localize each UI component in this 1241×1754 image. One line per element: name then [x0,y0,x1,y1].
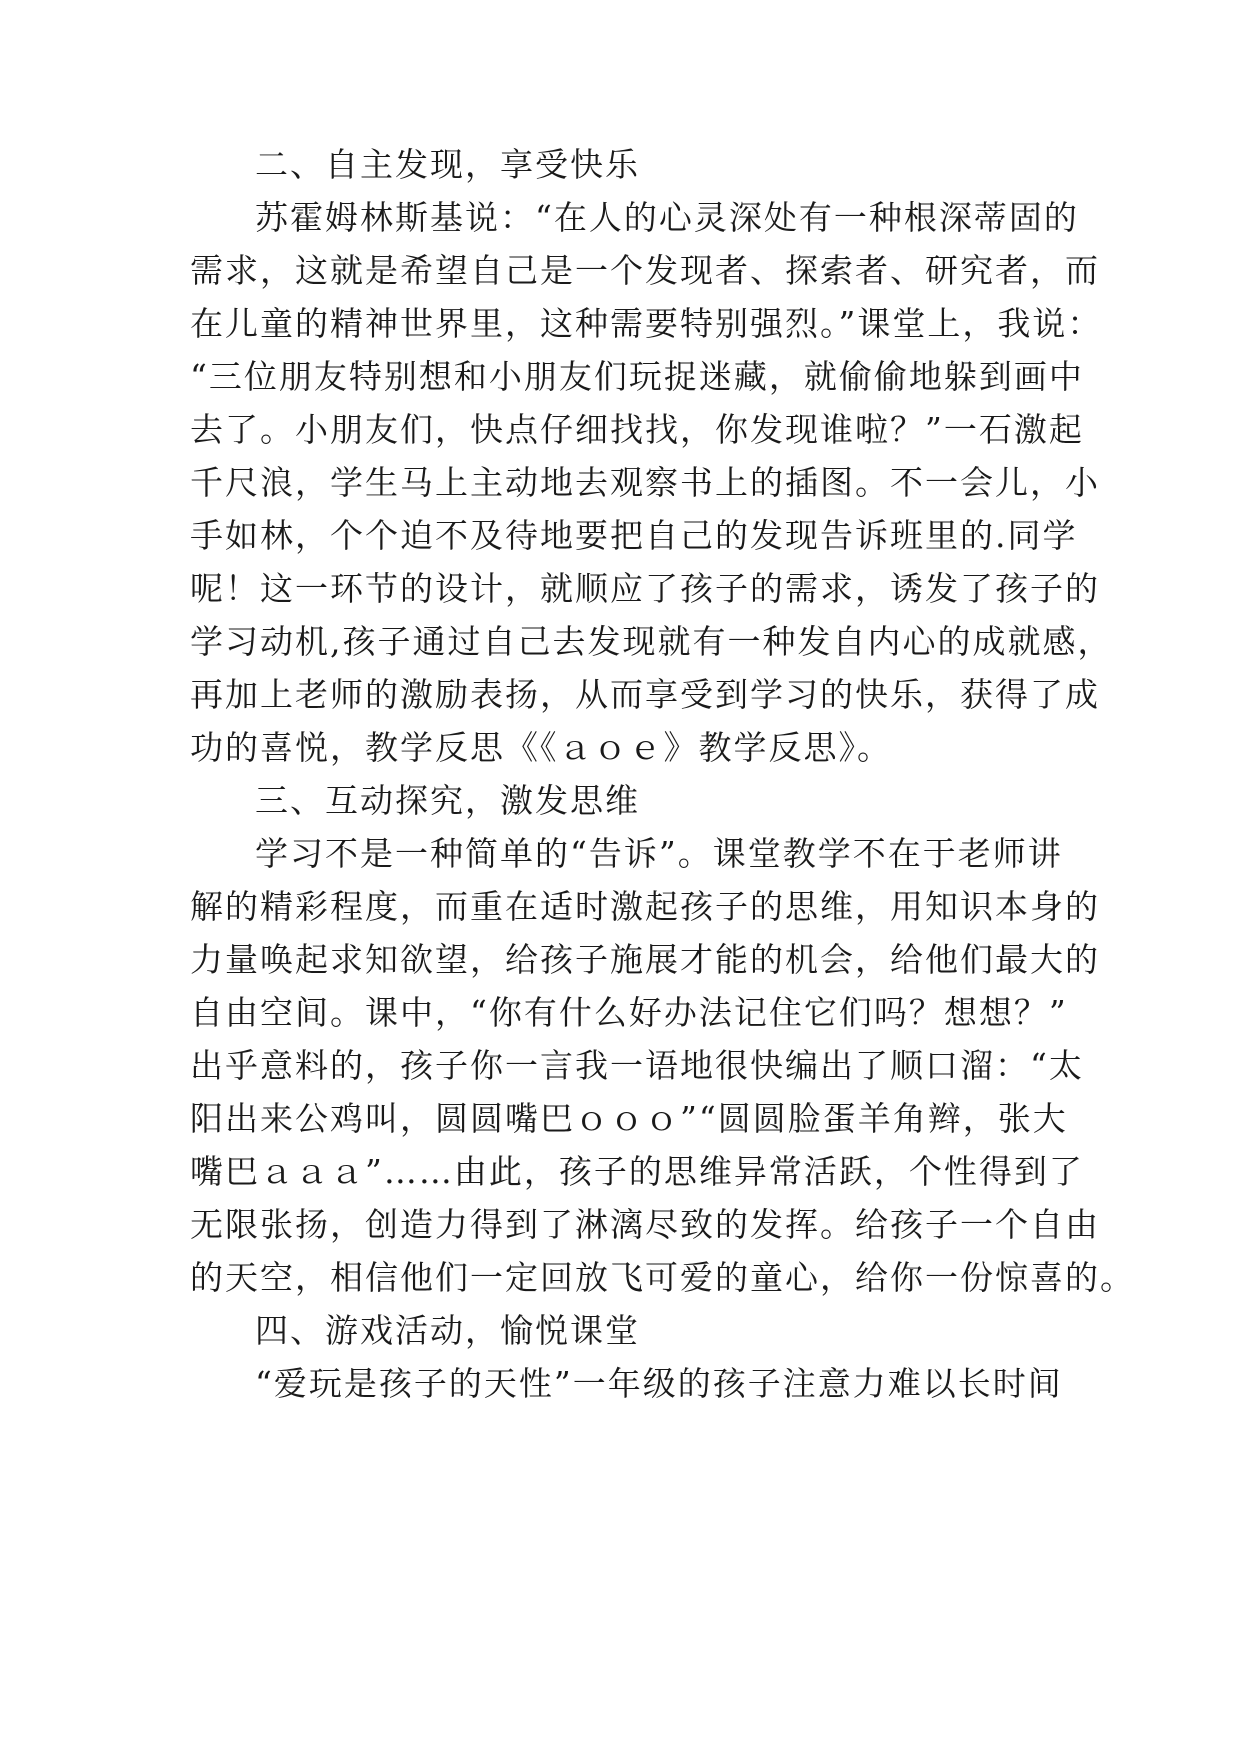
text-line: 需求，这就是希望自己是一个发现者、探索者、研究者，而 [190,251,1100,290]
section-heading-4: 四、游戏活动，愉悦课堂 [255,1311,640,1350]
section-heading-3: 三、互动探究，激发思维 [255,781,640,820]
text-line: 学习动机,孩子通过自己去发现就有一种发自内心的成就感， [190,622,1113,661]
text-line: 去了。小朋友们，快点仔细找找，你发现谁啦？”一石激起 [190,410,1084,449]
text-line: 千尺浪，学生马上主动地去观察书上的插图。不一会儿，小 [190,463,1100,502]
text-line: 嘴巴ａａａ”……由此，孩子的思维异常活跃，个性得到了 [190,1152,1084,1191]
text-line: 再加上老师的激励表扬，从而享受到学习的快乐，获得了成 [190,675,1100,714]
text-line: 功的喜悦，教学反思《《ａｏｅ》教学反思》。 [190,728,892,767]
text-line: 学习不是一种简单的“告诉”。课堂教学不在于老师讲 [255,834,1063,873]
text-line: 的天空，相信他们一定回放飞可爱的童心，给你一份惊喜的。 [190,1258,1135,1297]
text-line: 阳出来公鸡叫，圆圆嘴巴ｏｏｏ”“圆圆脸蛋羊角辫，张大 [190,1099,1068,1138]
text-line: 手如林，个个迫不及待地要把自己的发现告诉班里的.同学 [190,516,1078,555]
text-line: 力量唤起求知欲望，给孩子施展才能的机会，给他们最大的 [190,940,1100,979]
text-line: 自由空间。课中，“你有什么好办法记住它们吗？想想？” [190,993,1068,1032]
section-heading-2: 二、自主发现，享受快乐 [255,145,640,184]
text-line: 苏霍姆林斯基说：“在人的心灵深处有一种根深蒂固的 [255,198,1079,237]
text-line: 出乎意料的，孩子你一言我一语地很快编出了顺口溜：“太 [190,1046,1084,1085]
text-line: “爱玩是孩子的天性”一年级的孩子注意力难以长时间 [255,1364,1063,1403]
text-line: “三位朋友特别想和小朋友们玩捉迷藏，就偷偷地躲到画中 [190,357,1084,396]
text-line: 在儿童的精神世界里，这种需要特别强烈。”课堂上，我说： [190,304,1103,343]
text-line: 呢！这一环节的设计，就顺应了孩子的需求，诱发了孩子的 [190,569,1100,608]
text-line: 解的精彩程度，而重在适时激起孩子的思维，用知识本身的 [190,887,1100,926]
text-line: 无限张扬，创造力得到了淋漓尽致的发挥。给孩子一个自由 [190,1205,1100,1244]
